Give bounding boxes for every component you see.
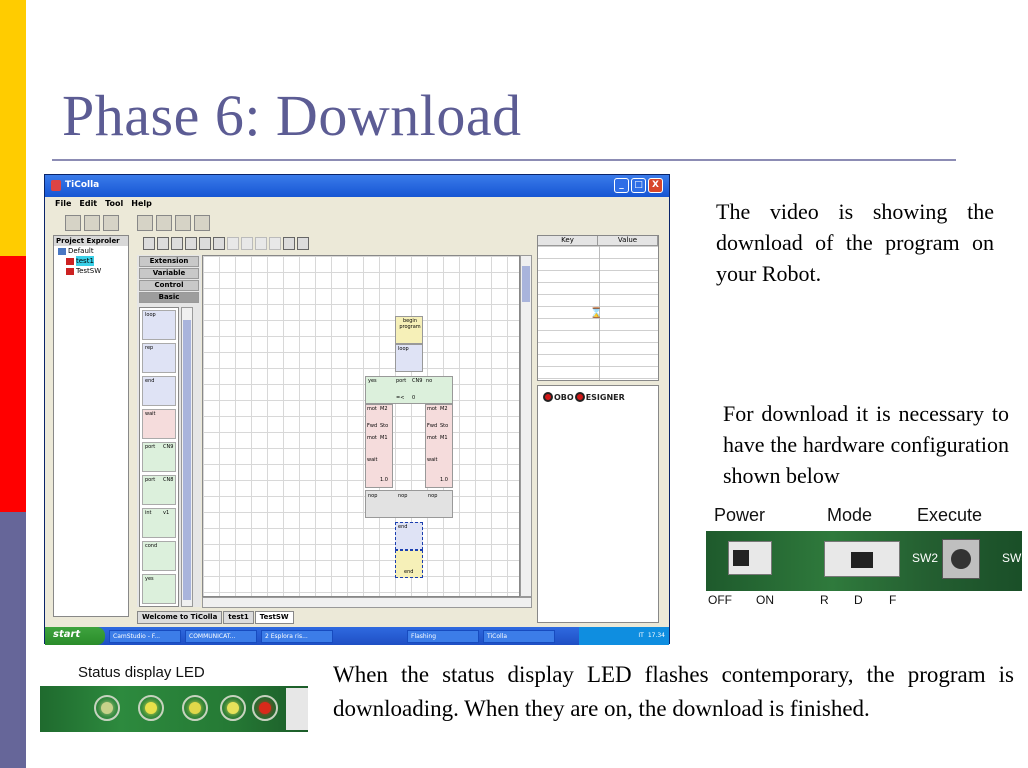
task-flashing[interactable]: Flashing <box>407 630 479 643</box>
menu-tool[interactable]: Tool <box>105 199 124 208</box>
compile-icon[interactable] <box>137 215 153 231</box>
block-label: M1 <box>380 435 388 441</box>
block-label: nop <box>368 493 378 499</box>
accent-bar-blue <box>0 512 26 768</box>
silkscreen-sw2: SW2 <box>912 551 939 565</box>
block-left-branch[interactable] <box>365 404 393 488</box>
file-icon <box>66 268 74 275</box>
category-control[interactable]: Control <box>139 280 199 291</box>
palette-block-int[interactable] <box>142 508 176 538</box>
led-board <box>40 686 308 732</box>
task-explorer[interactable]: 2 Esplora ris... <box>261 630 333 643</box>
window-titlebar <box>45 175 669 197</box>
clock: 17.34 <box>647 632 665 639</box>
palette-block-port-in[interactable] <box>142 442 176 472</box>
palette-block-rep[interactable] <box>142 343 176 373</box>
block-label: CN8 <box>163 477 174 483</box>
block-nop-row[interactable] <box>365 490 453 518</box>
circuit-board <box>706 531 1028 591</box>
menu-bar <box>45 197 669 211</box>
editor-tabs <box>137 611 294 624</box>
open-file-icon[interactable] <box>84 215 100 231</box>
block-label: begin program <box>399 318 421 330</box>
start-button[interactable]: start <box>45 627 105 645</box>
window-title: TiColla <box>65 180 100 190</box>
project-explorer <box>53 235 129 617</box>
disabled-tool-icon[interactable] <box>255 237 267 250</box>
tree-item-test1[interactable] <box>54 256 128 266</box>
block-label: mot <box>427 406 437 412</box>
logo-circle-icon <box>575 392 585 402</box>
position-d: D <box>854 593 863 607</box>
block-label: end <box>145 378 155 384</box>
block-label: M1 <box>440 435 448 441</box>
download-block-icon[interactable] <box>297 237 309 250</box>
block-label: rep <box>145 345 154 351</box>
key-column-header: Key <box>538 236 598 245</box>
windows-taskbar <box>45 627 669 645</box>
accent-bar-yellow <box>0 0 26 256</box>
block-label: end <box>404 569 414 575</box>
category-extension[interactable]: Extension <box>139 256 199 267</box>
menu-help[interactable]: Help <box>131 199 152 208</box>
led-core <box>145 702 157 714</box>
main-toolbar <box>45 211 669 237</box>
block-label: 1.0 <box>440 477 448 483</box>
palette-block-cond[interactable] <box>142 541 176 571</box>
run-icon[interactable] <box>175 215 191 231</box>
logo-circle-icon <box>543 392 553 402</box>
block-label: CN9 <box>163 444 174 450</box>
task-ticolla[interactable]: TiColla <box>483 630 555 643</box>
editor-toolbar <box>143 237 573 253</box>
slide-title: Phase 6: Download <box>62 83 522 148</box>
folder-icon <box>58 248 66 255</box>
program-canvas[interactable] <box>202 255 520 597</box>
project-explorer-header: Project Exproler <box>54 236 128 246</box>
line-tool-icon[interactable] <box>143 237 155 250</box>
save-file-icon[interactable] <box>103 215 119 231</box>
block-label: nop <box>428 493 438 499</box>
block-label: no <box>426 378 433 384</box>
task-camstudio[interactable]: CamStudio - F... <box>109 630 181 643</box>
palette-block-wait[interactable] <box>142 409 176 439</box>
label-power: Power <box>714 505 766 525</box>
robodesigner-panel <box>537 385 659 623</box>
position-r: R <box>820 593 829 607</box>
paragraph-video: The video is showing the download of the program on your Robot. <box>716 199 994 286</box>
canvas-scroll-thumb[interactable] <box>522 266 530 302</box>
block-label: Fwd <box>427 423 438 429</box>
value-column-header: Value <box>598 236 658 245</box>
vertical-line-icon[interactable] <box>157 237 169 250</box>
block-label: =< <box>396 395 405 401</box>
block-label: port <box>396 378 407 384</box>
mode-switch <box>824 541 900 577</box>
block-label: mot <box>367 406 377 412</box>
palette-block-loop[interactable] <box>142 310 176 340</box>
tree-item-label: test1 <box>76 257 94 265</box>
tab-test1[interactable]: test1 <box>223 611 253 624</box>
corner-icon[interactable] <box>185 237 197 250</box>
execute-button <box>942 539 980 579</box>
block-label: nop <box>398 493 408 499</box>
canvas-horizontal-scrollbar[interactable] <box>202 597 532 608</box>
status-led-photo <box>40 660 308 732</box>
block-label: int <box>145 510 152 516</box>
block-label: wait <box>145 411 156 417</box>
paragraph-hardware: For download it is necessary to have the hardware configuration shown below <box>723 401 1009 488</box>
stop-icon[interactable] <box>194 215 210 231</box>
block-label: mot <box>367 435 377 441</box>
disabled-tool-icon[interactable] <box>269 237 281 250</box>
block-label: port <box>145 444 156 450</box>
canvas-vertical-scrollbar[interactable] <box>520 255 532 597</box>
block-label: CN9 <box>412 378 423 384</box>
block-condition[interactable] <box>365 376 453 404</box>
block-end-program[interactable] <box>395 550 423 578</box>
silkscreen-sw3: SW3 <box>1002 551 1028 565</box>
block-begin-program[interactable] <box>395 316 423 344</box>
position-f: F <box>889 593 897 607</box>
block-label: M2 <box>440 406 448 412</box>
logo-text: OBO <box>554 392 574 402</box>
led-2 <box>138 695 164 721</box>
corner-icon[interactable] <box>199 237 211 250</box>
led-core <box>189 702 201 714</box>
key-value-rows <box>538 246 658 380</box>
switch-knob <box>733 550 749 566</box>
block-label: port <box>145 477 156 483</box>
download-icon[interactable] <box>156 215 172 231</box>
check-icon[interactable] <box>283 237 295 250</box>
led-core <box>101 702 113 714</box>
led-3 <box>182 695 208 721</box>
block-label: yes <box>368 378 377 384</box>
led-4 <box>220 695 246 721</box>
status-led-label: Status display LED <box>40 660 308 686</box>
block-label: v1 <box>163 510 170 516</box>
block-label: 1.0 <box>380 477 388 483</box>
block-label: loop <box>145 312 156 318</box>
close-button[interactable]: X <box>648 178 663 193</box>
robodesigner-logo <box>543 392 625 402</box>
led-1 <box>94 695 120 721</box>
block-label: Sto <box>380 423 389 429</box>
block-palette <box>137 255 201 607</box>
tab-testsw[interactable]: TestSW <box>255 611 294 624</box>
label-mode: Mode <box>827 505 873 525</box>
block-end-loop[interactable] <box>395 522 423 550</box>
block-right-branch[interactable] <box>425 404 453 488</box>
palette-block-list <box>139 307 179 607</box>
block-label: 0 <box>412 395 416 401</box>
paragraph-led: When the status display LED flashes contemporary, the program is downloading. When they are on, the download is finished. <box>333 662 1014 721</box>
tree-item-label: TestSW <box>76 267 102 275</box>
palette-scroll-thumb[interactable] <box>183 320 191 600</box>
block-label: yes <box>145 576 154 582</box>
new-file-icon[interactable] <box>65 215 81 231</box>
connector <box>286 688 308 730</box>
label-execute: Execute <box>917 505 983 525</box>
corner-icon[interactable] <box>171 237 183 250</box>
minimize-button[interactable]: _ <box>614 178 629 193</box>
accent-bar-red <box>0 256 26 512</box>
led-core <box>259 702 271 714</box>
menu-edit[interactable]: Edit <box>79 199 98 208</box>
block-label: mot <box>427 435 437 441</box>
category-variable[interactable]: Variable <box>139 268 199 279</box>
hardware-configuration-photo <box>706 505 1028 607</box>
key-value-panel <box>537 235 659 381</box>
led-5 <box>252 695 278 721</box>
hourglass-icon: ⌛ <box>590 308 603 319</box>
maximize-button[interactable]: □ <box>631 178 646 193</box>
tree-root[interactable] <box>54 246 128 256</box>
disabled-tool-icon[interactable] <box>241 237 253 250</box>
block-label: Sto <box>440 423 449 429</box>
switch-knob <box>851 552 873 568</box>
position-on: ON <box>756 593 774 607</box>
system-tray <box>579 627 669 645</box>
palette-scrollbar[interactable] <box>181 307 193 607</box>
tree-root-label: Default <box>68 247 94 255</box>
tree-item-testsw[interactable] <box>54 266 128 276</box>
block-loop[interactable] <box>395 344 423 372</box>
disabled-tool-icon[interactable] <box>227 237 239 250</box>
palette-block-port-out[interactable] <box>142 475 176 505</box>
app-icon <box>51 180 61 191</box>
title-divider <box>52 159 956 161</box>
block-label: Fwd <box>367 423 378 429</box>
block-label: end <box>398 524 408 530</box>
position-off: OFF <box>708 593 732 607</box>
tab-welcome[interactable]: Welcome to TiColla <box>137 611 222 624</box>
palette-block-yes[interactable] <box>142 574 176 604</box>
block-label: loop <box>398 346 409 352</box>
palette-block-end[interactable] <box>142 376 176 406</box>
category-basic[interactable]: Basic <box>139 292 199 303</box>
block-label: wait <box>427 457 438 463</box>
block-label: cond <box>145 543 158 549</box>
logo-text: ESIGNER <box>585 392 625 402</box>
block-label: M2 <box>380 406 388 412</box>
power-switch <box>728 541 772 575</box>
menu-file[interactable]: File <box>55 199 72 208</box>
language-indicator[interactable]: IT <box>638 632 644 639</box>
led-core <box>227 702 239 714</box>
file-icon <box>66 258 74 265</box>
corner-icon[interactable] <box>213 237 225 250</box>
app-screenshot <box>44 174 670 644</box>
task-communicat[interactable]: COMMUNICAT... <box>185 630 257 643</box>
block-label: wait <box>367 457 378 463</box>
